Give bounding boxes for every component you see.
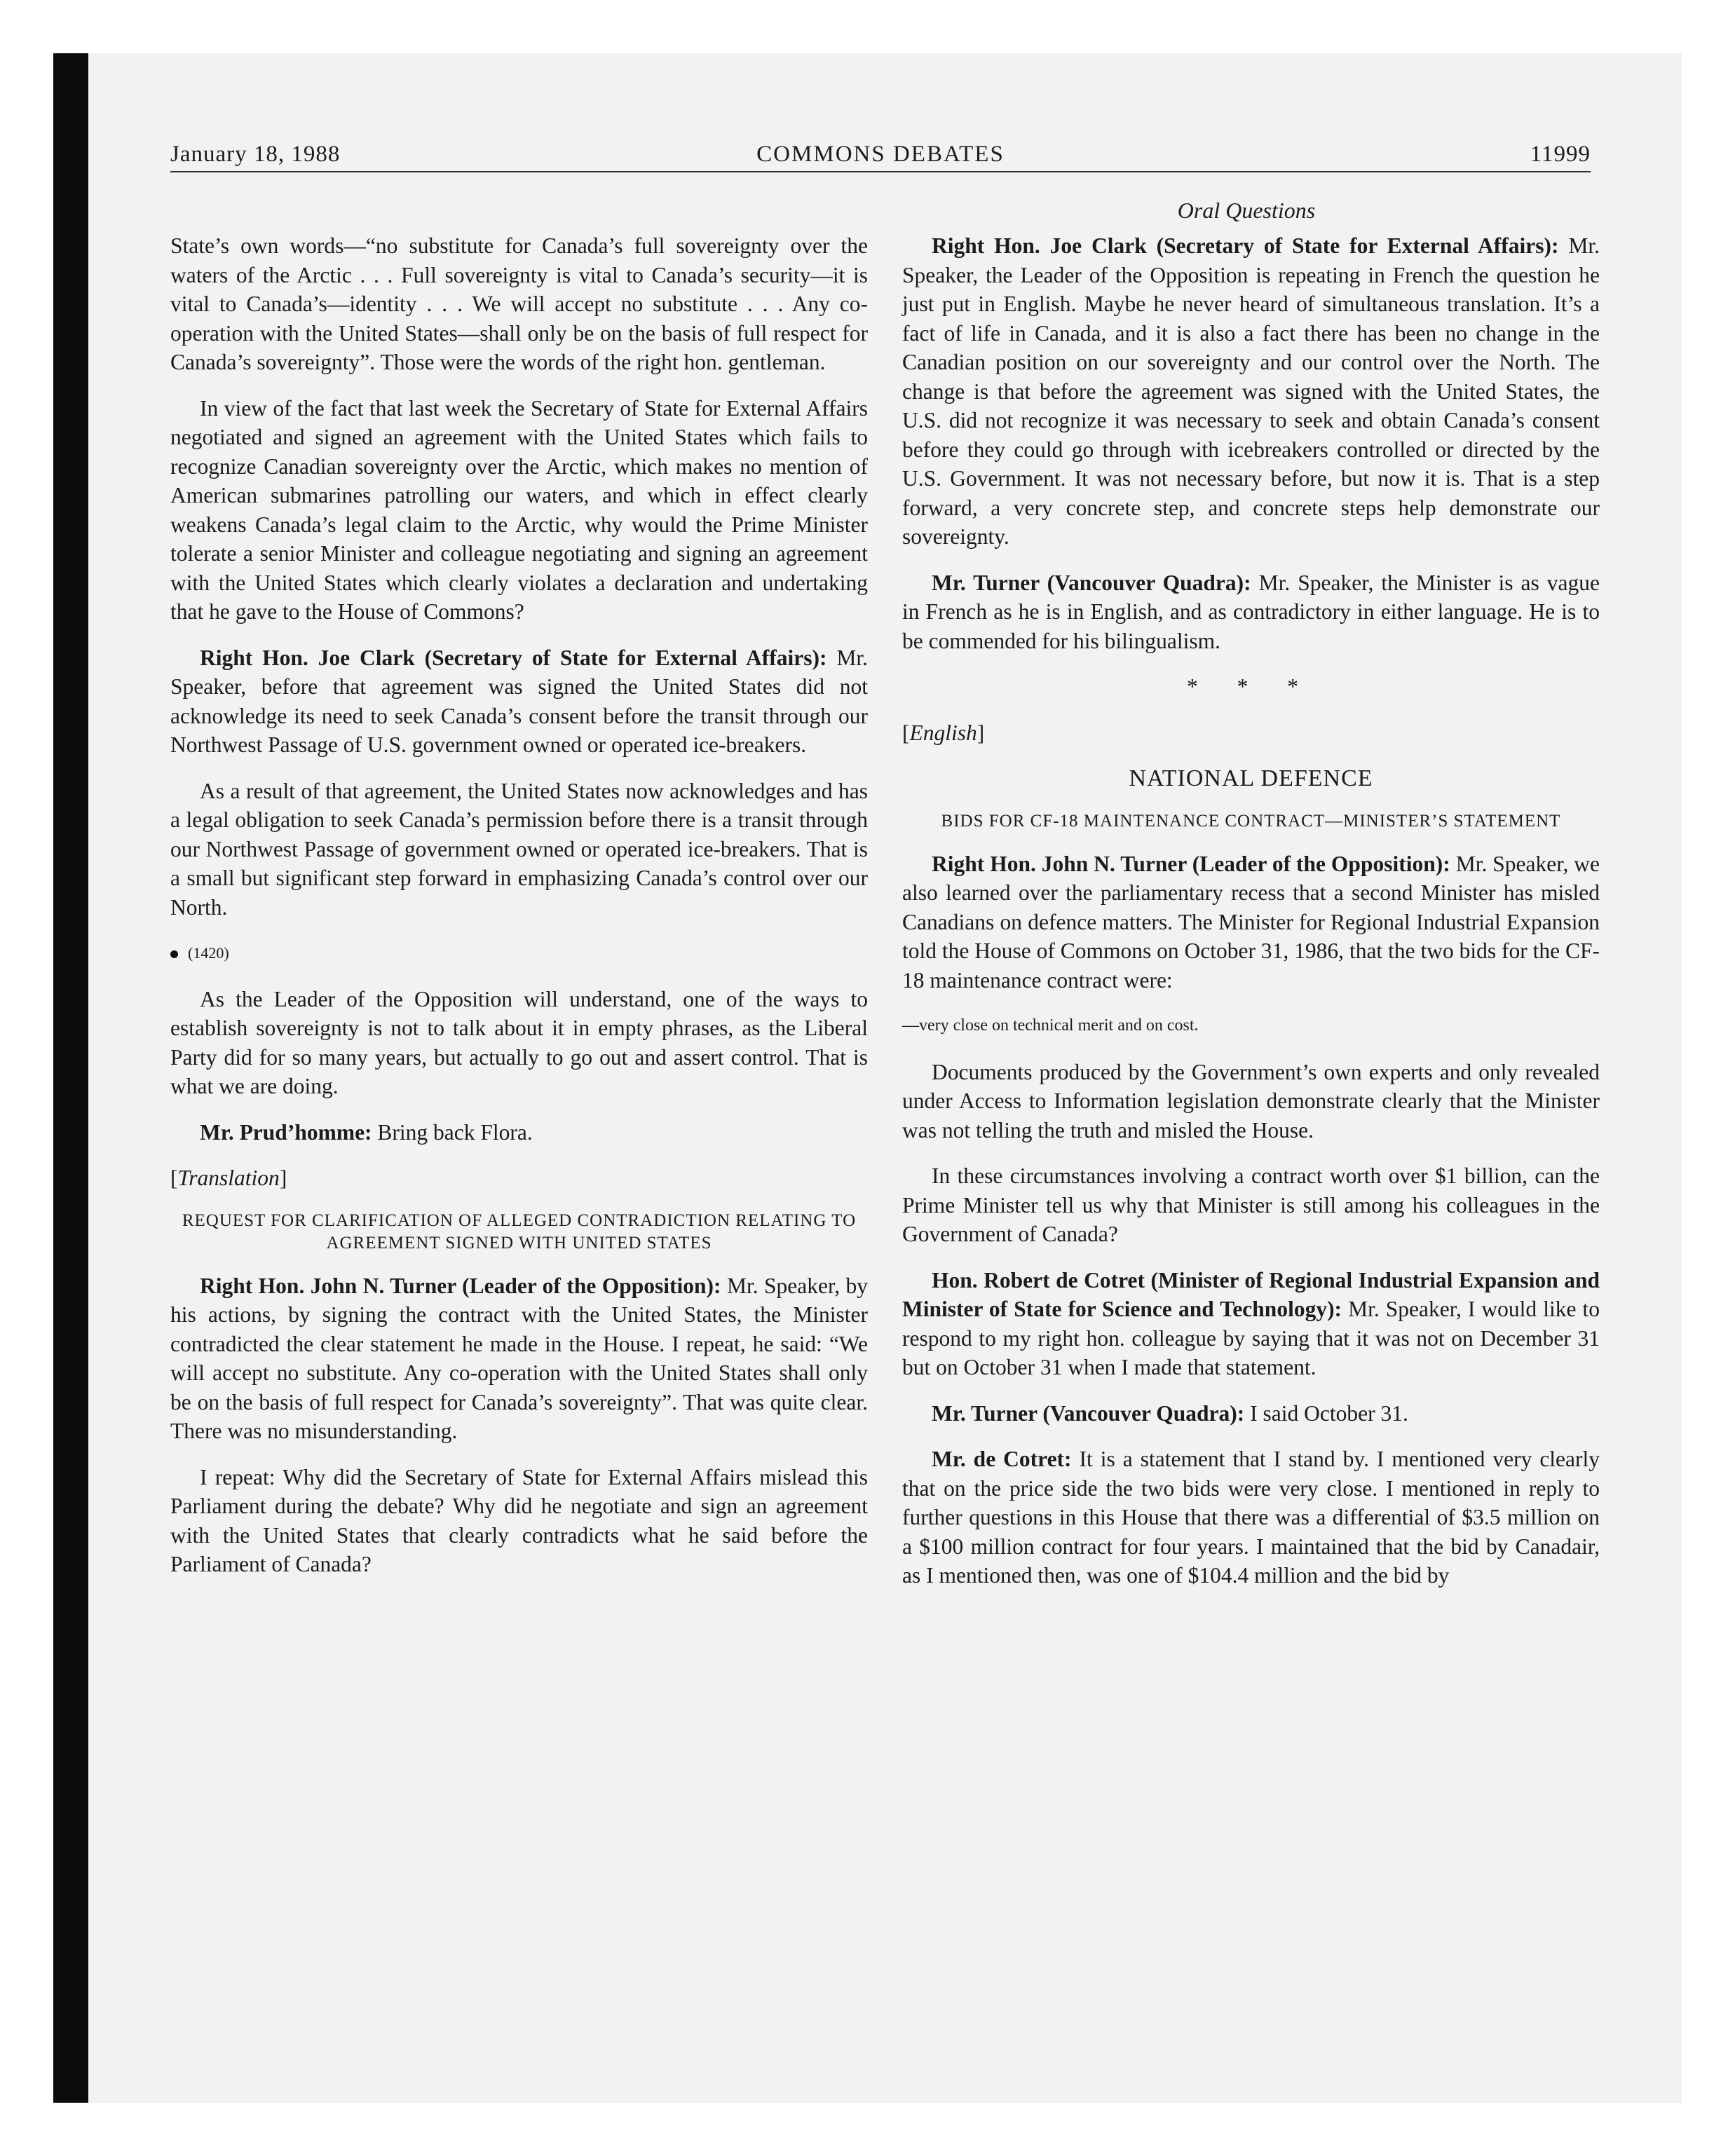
speech-text: Mr. Speaker, we also learned over the parliamentary recess that a second Minister has misled Canadians on defence matters. The Minister for Regional Industrial Expansion told the House of Commons on October 31, 1986, that the two bids for the CF-18 maintenance contract were: — [902, 851, 1600, 992]
speech-text: Mr. Speaker, before that agreement was signed the United States did not acknowledge its need to seek Canada’s consent before the transit through our Northwest Passage of U.S. government owned or operated ice-breakers. — [170, 645, 868, 757]
speech-paragraph — [902, 231, 1600, 552]
speaker-name: Right Hon. John N. Turner (Leader of the Opposition): — [200, 1273, 721, 1298]
header-rule — [170, 171, 1591, 172]
speech-text: Mr. Speaker, I would like to respond to my right hon. colleague by saying that it was not on December 31 but on October 31 when I made that statement. — [902, 1297, 1600, 1379]
speaker-name: Right Hon. Joe Clark (Secretary of State for External Affairs): — [200, 645, 827, 670]
scan-binding-edge — [53, 53, 88, 2103]
language-tag-text: Translation — [177, 1166, 280, 1190]
speech-paragraph — [170, 643, 868, 760]
paragraph: In these circumstances involving a contract worth over $1 billion, can the Prime Minister tell us why that Minister is still among his colleagues in the Government of Canada? — [902, 1164, 1600, 1246]
right-column — [902, 231, 1600, 1607]
paragraph: In view of the fact that last week the Secretary of State for External Affairs negotiated and signed an agreement with the United States which fails to recognize Canadian sovereignty over the Arctic, which makes no mention of American submarines patrolling our waters, and which in effect clearly weakens Canada’s legal claim to the Arctic, why would the Prime Minister tolerate a senior Minister and colleague negotiating and signing an agreement with the United States which clearly violates a declaration and undertaking that he gave to the House of Commons? — [170, 395, 868, 624]
paragraph: As the Leader of the Opposition will understand, one of the ways to establish sovereignty is not to talk about it in empty phrases, as the Liberal Party did for so many years, but actually to go out and assert control. That is what we are doing. — [170, 986, 868, 1098]
speech-text: Mr. Speaker, the Minister is as vague in French as he is in English, and as contradictory in either language. He is to be commended for his bilingualism. — [902, 570, 1600, 653]
speaker-name: Right Hon. Joe Clark (Secretary of State for External Affairs): — [932, 233, 1559, 258]
speaker-name: Right Hon. John N. Turner (Leader of the Opposition): — [932, 851, 1450, 876]
speech-paragraph — [902, 568, 1600, 656]
speaker-name: Mr. de Cotret: — [932, 1447, 1072, 1471]
left-column — [170, 231, 868, 1596]
speech-text: I said October 31. — [1250, 1400, 1408, 1426]
speech-text: Mr. Speaker, the Leader of the Opposition is repeating in French the question he just put in English. Maybe he never heard of simultaneous translation. It’s a fact of life in Canada, and it is also a fact there has been no change in the Canadian position on our sovereignty and our control over the North. The change is that before the agreement was signed with the United States, the U.S. did not recognize it was necessary to seek and obtain Canada’s consent before they could go through with icebreakers controlled or directed by the U.S. Government. It was not necessary before, but now it is. That is a step forward, a very concrete step, and concrete steps help demonstrate our sovereignty. — [902, 233, 1600, 549]
speech-paragraph — [902, 1445, 1600, 1590]
subheading: REQUEST FOR CLARIFICATION OF ALLEGED CONTRADICTION RELATING TO AGREEMENT SIGNED WITH UNITED STATES — [182, 1210, 857, 1253]
block-quote: —very close on technical merit and on cost. — [902, 1016, 1199, 1035]
speaker-name: Mr. Prud’homme: — [200, 1119, 372, 1145]
speaker-name: Mr. Turner (Vancouver Quadra): — [932, 1400, 1245, 1426]
speech-paragraph — [902, 1399, 1600, 1428]
speech-paragraph — [170, 1271, 868, 1446]
section-title: NATIONAL DEFENCE — [1129, 765, 1373, 791]
speaker-name: Mr. Turner (Vancouver Quadra): — [932, 570, 1251, 595]
speaker-name: Hon. Robert de Cotret (Minister of Regional Industrial Expansion and Minister of State for Science and Technology): — [902, 1267, 1600, 1321]
speech-text: Mr. Speaker, by his actions, by signing the contract with the United States, the Minister contradicted the clear statement he made in the House. I repeat, he said: “We will accept no substitute. Any co-operation with the United States shall only be on the basis of full respect for Canada’s sovereignty”. That was quite clear. There was no misunderstanding. — [170, 1273, 868, 1443]
speech-paragraph — [902, 1266, 1600, 1382]
language-tag-text: English — [909, 720, 977, 745]
header-date: January 18, 1988 — [170, 142, 341, 167]
language-tag: [English] — [902, 720, 985, 745]
speech-text: It is a statement that I stand by. I mentioned very clearly that on the price side the two bids were very close. I mentioned in reply to further questions in this House that there was a differential of $3.5 million on a $100 million contract for four years. I maintained that the bid by Canadair, as I mentioned then, was one of $104.4 million and the bid by — [902, 1447, 1600, 1588]
paragraph: I repeat: Why did the Secretary of State for External Affairs mislead this Parliament during the debate? Why did he negotiate and sign an agreement with the United States that clearly contradicts what he said before the Parliament of Canada? — [170, 1464, 868, 1576]
language-tag: [Translation] — [170, 1166, 287, 1190]
speech-paragraph — [902, 850, 1600, 995]
speech-text: Bring back Flora. — [377, 1119, 533, 1145]
speech-paragraph — [170, 1118, 868, 1147]
page-header — [170, 142, 1591, 174]
header-page-number: 11999 — [1530, 142, 1591, 167]
time-marker — [170, 939, 868, 968]
bullet-icon — [170, 950, 178, 958]
subheading: BIDS FOR CF-18 MAINTENANCE CONTRACT—MINISTER’S STATEMENT — [941, 811, 1561, 831]
paragraph: Documents produced by the Government’s own experts and only revealed under Access to Information legislation demonstrate clearly that the Minister was not telling the truth and misled the House. — [902, 1059, 1600, 1142]
paragraph: State’s own words—“no substitute for Canada’s full sovereignty over the waters of the Arctic . . . Full sovereignty is vital to Canada’s security—it is vital to Canada’s—identity . . . We will accept no substitute . . . Any co-operation with the United States—shall only be on the basis of full respect for Canada’s sovereignty”. Those were the words of the right hon. gentleman. — [170, 233, 868, 374]
paragraph: As a result of that agreement, the United States now acknowledges and has a legal obligation to seek Canada’s permission before there is a transit through our Northwest Passage of government owned or operated ice-breakers. That is a small but significant step forward in emphasizing Canada’s control over our North. — [170, 778, 868, 920]
running-head: Oral Questions — [1177, 198, 1316, 223]
section-separator: * * * — [1187, 674, 1315, 699]
header-title: COMMONS DEBATES — [756, 142, 1005, 167]
time-marker-text: (1420) — [188, 944, 229, 962]
